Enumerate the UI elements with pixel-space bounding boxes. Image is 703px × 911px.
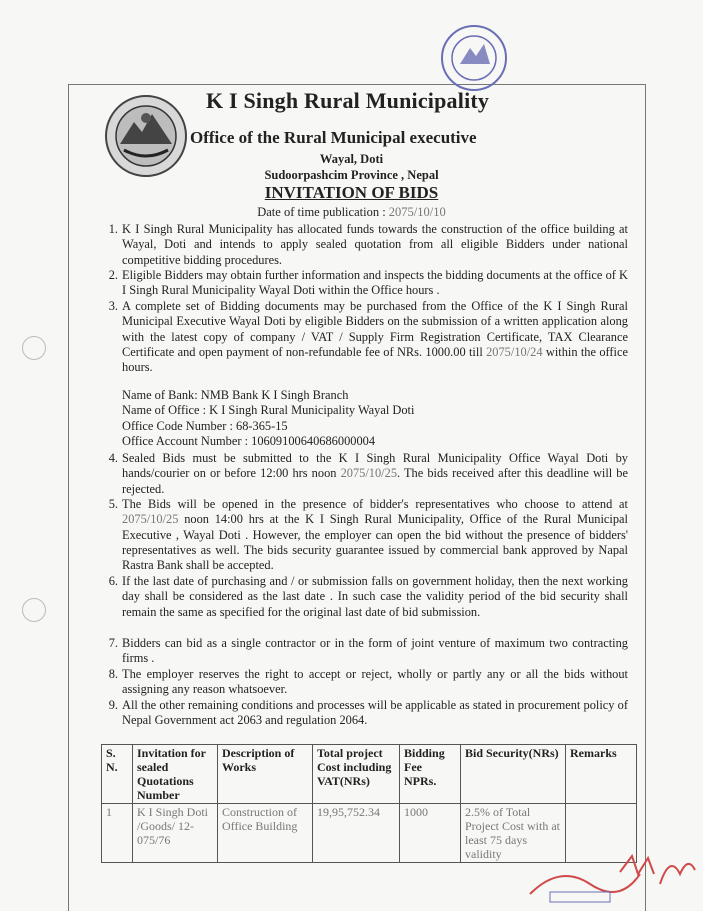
office-subtitle: Office of the Rural Municipal executive: [190, 128, 477, 147]
bank-office-code: Office Code Number : 68-365-15: [122, 418, 288, 433]
col-description: Description of Works: [218, 745, 313, 804]
handwritten-signature-icon: [520, 844, 700, 904]
clause-5: 5. The Bids will be opened in the presence of bidder's representatives who choose to attend at 2075/10/25 noon 14:00 hrs at the K I Singh Rural Municipality, Office of the Rural Municipal Executive , Wayal Doti . However, the employer can open the bid without the presence of bidders' representatives as well. The bids security guarantee issued by commercial bank approved by Napal Rastra Bank shall be accepted.: [108, 497, 628, 573]
col-bidding-fee: Bidding Fee NPRs.: [400, 745, 461, 804]
col-invitation: Invitation for sealed Quotations Number: [133, 745, 218, 804]
table-header-row: [102, 745, 637, 804]
clause-8: 8. The employer reserves the right to accept or reject, wholly or partly any or all the bids without assigning any reason whatsoever.: [108, 667, 628, 697]
cell-total-cost: 19,95,752.34: [313, 804, 400, 863]
municipality-title: K I Singh Rural Municipality: [206, 88, 490, 113]
clause-7: 7. Bidders can bid as a single contractor or in the form of joint venture of maximum two contracting firms .: [108, 636, 628, 666]
punch-hole-bottom: [22, 598, 46, 622]
address-line-2: Sudoorpashcim Province , Nepal: [264, 168, 439, 182]
bank-details: [122, 388, 628, 449]
publication-date-line: Date of time publication : 2075/10/10: [257, 205, 446, 219]
cell-bidding-fee: 1000: [400, 804, 461, 863]
clause-2: 2. Eligible Bidders may obtain further information and inspects the bidding documents at the office of K I Singh Rural Municipality Wayal Doti within the Office hours .: [108, 268, 628, 298]
col-remarks: Remarks: [566, 745, 637, 804]
bank-account-number: Office Account Number : 10609100640686000004: [122, 433, 376, 448]
office-seal-stamp-icon: [438, 22, 510, 94]
notice-heading: INVITATION OF BIDS: [264, 183, 439, 202]
cell-invitation: K I Singh Doti /Goods/ 12-075/76: [133, 804, 218, 863]
bank-office-name: Name of Office : K I Singh Rural Municipality Wayal Doti: [122, 403, 415, 418]
cell-bid-security: 2.5% of Total Project Cost with at least 75 days validity: [461, 804, 566, 863]
clause-1: 1. K I Singh Rural Municipality has allocated funds towards the construction of the office building at Wayal, Doti and intends to apply sealed quotation from all eligible Bidders under national competitive bidding procedures.: [108, 222, 628, 267]
clause-9: 9. All the other remaining conditions and processes will be applicable as stated in procurement policy of Nepal Government act 2063 and regulation 2064.: [108, 698, 628, 728]
bank-name: Name of Bank: NMB Bank K I Singh Branch: [122, 388, 349, 402]
address-line-1: Wayal, Doti: [319, 152, 384, 166]
col-sn: S. N.: [102, 745, 133, 804]
cell-sn: 1: [102, 804, 133, 863]
cell-description: Construction of Office Building: [218, 804, 313, 863]
clause-4: 4. Sealed Bids must be submitted to the K I Singh Rural Municipality Office Wayal Doti by hands/courier on or before 12:00 hrs noon 2075/10/25. The bids received after this deadline will be rejected.: [108, 451, 628, 496]
clause-3: 3. A complete set of Bidding documents may be purchased from the Office of the K I Singh Rural Municipal Executive Wayal Doti by eligible Bidders on the submission of a written application along with the latest copy of company / VAT / Supply Firm Registration Certificate, TAX Clearance Certificate and open payment of non-refundable fee of NRs. 1000.00 till 2075/10/24 within the office hours.: [108, 299, 628, 375]
clause-6: 6. If the last date of purchasing and / or submission falls on government holiday, then the next working day shall be considered as the last date . In such case the validity period of the bid security shall remain the same as specified for the original last date of bid submission.: [108, 574, 628, 619]
punch-hole-top: [22, 336, 46, 360]
col-total-cost: Total project Cost including VAT(NRs): [313, 745, 400, 804]
col-bid-security: Bid Security(NRs): [461, 745, 566, 804]
